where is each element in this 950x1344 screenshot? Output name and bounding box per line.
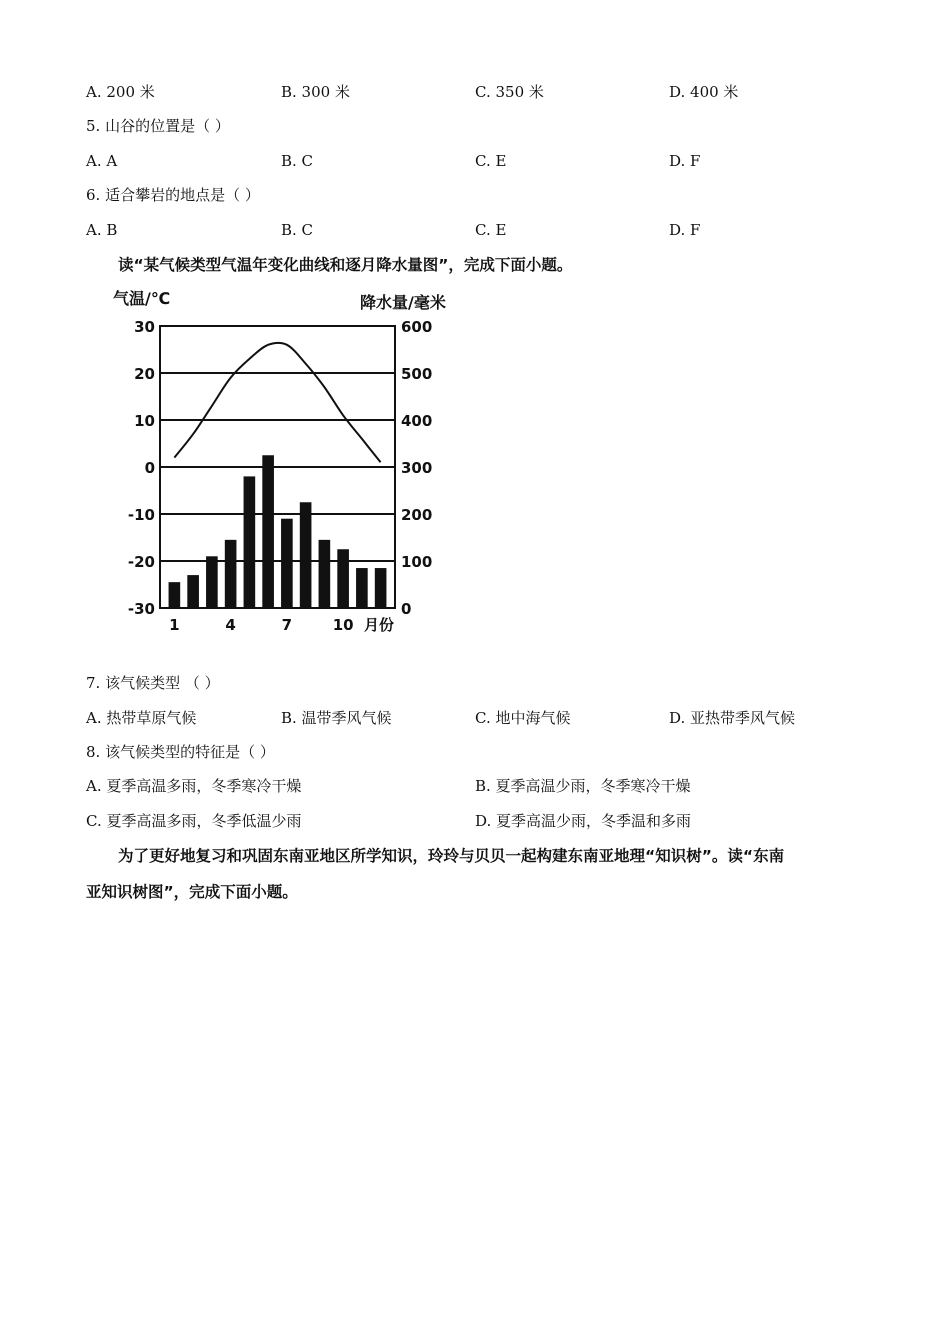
precipitation-bar [319,540,331,608]
y-right-tick-label: 100 [401,553,433,571]
q7-option-a: A. 热带草原气候 [86,709,197,727]
y-right-tick-label: 200 [401,506,433,524]
x-tick-label: 7 [281,616,293,634]
q8-question: 8. 该气候类型的特征是（ ） [86,743,275,761]
q7-option-c: C. 地中海气候 [475,709,571,727]
q6-option-a: A. B [86,221,118,239]
q4-option-c: C. 350 米 [475,83,544,101]
y-right-tick-label: 0 [401,600,412,618]
temperature-curve [174,343,380,463]
q8-option-c: C. 夏季高温多雨，冬季低温少雨 [86,812,302,830]
y-right-tick-label: 600 [401,318,433,336]
precipitation-bar [169,582,181,608]
precipitation-bar [187,575,199,608]
q7-option-d: D. 亚热带季风气候 [669,709,796,727]
sea-intro-line1: 为了更好地复习和巩固东南亚地区所学知识，玲玲与贝贝一起构建东南亚地理“知识树”。读“东南 [118,847,785,865]
x-tick-label: 1 [169,616,180,634]
x-axis-label: 月份 [364,616,395,634]
y-left-tick-label: 30 [134,318,155,336]
y-right-tick-label: 300 [401,459,433,477]
q5-option-b: B. C [281,152,314,170]
climate-chart [105,283,475,638]
precipitation-bar [225,540,237,608]
q4-option-a: A. 200 米 [86,83,155,101]
q6-option-b: B. C [281,221,314,239]
precipitation-bar [337,549,349,608]
y-right-label: 降水量/毫米 [360,293,446,312]
q5-question: 5. 山谷的位置是（ ） [86,117,230,135]
precipitation-bar [206,556,218,608]
q8-option-b: B. 夏季高温少雨，冬季寒冷干燥 [475,777,691,795]
q5-option-d: D. F [669,152,701,170]
y-left-tick-label: -30 [127,600,155,618]
q6-question: 6. 适合攀岩的地点是（ ） [86,186,260,204]
y-right-tick-label: 500 [401,365,433,383]
q4-option-b: B. 300 米 [281,83,350,101]
precipitation-bar [300,502,312,608]
q8-option-a: A. 夏季高温多雨，冬季寒冷干燥 [86,777,302,795]
q8-option-d: D. 夏季高温少雨，冬季温和多雨 [475,812,692,830]
precipitation-bar [262,455,274,608]
q6-option-c: C. E [475,221,507,239]
q5-option-c: C. E [475,152,507,170]
climate-intro: 读“某气候类型气温年变化曲线和逐月降水量图”，完成下面小题。 [118,256,573,274]
q6-option-d: D. F [669,221,701,239]
sea-intro-line2: 亚知识树图”，完成下面小题。 [86,883,298,901]
q7-question: 7. 该气候类型 （ ） [86,674,220,692]
y-left-tick-label: -10 [127,506,155,524]
precipitation-bar [244,476,256,608]
y-right-tick-label: 400 [401,412,433,430]
precipitation-bar [356,568,368,608]
y-left-tick-label: 10 [134,412,155,430]
x-tick-label: 4 [225,616,236,634]
q5-option-a: A. A [86,152,118,170]
precipitation-bar [281,519,293,608]
y-left-tick-label: 20 [134,365,155,383]
y-left-tick-label: -20 [127,553,155,571]
x-tick-label: 10 [332,616,354,634]
y-left-tick-label: 0 [144,459,155,477]
q7-option-b: B. 温带季风气候 [281,709,392,727]
precipitation-bar [375,568,387,608]
q4-option-d: D. 400 米 [669,83,739,101]
y-left-label: 气温/℃ [113,289,171,308]
